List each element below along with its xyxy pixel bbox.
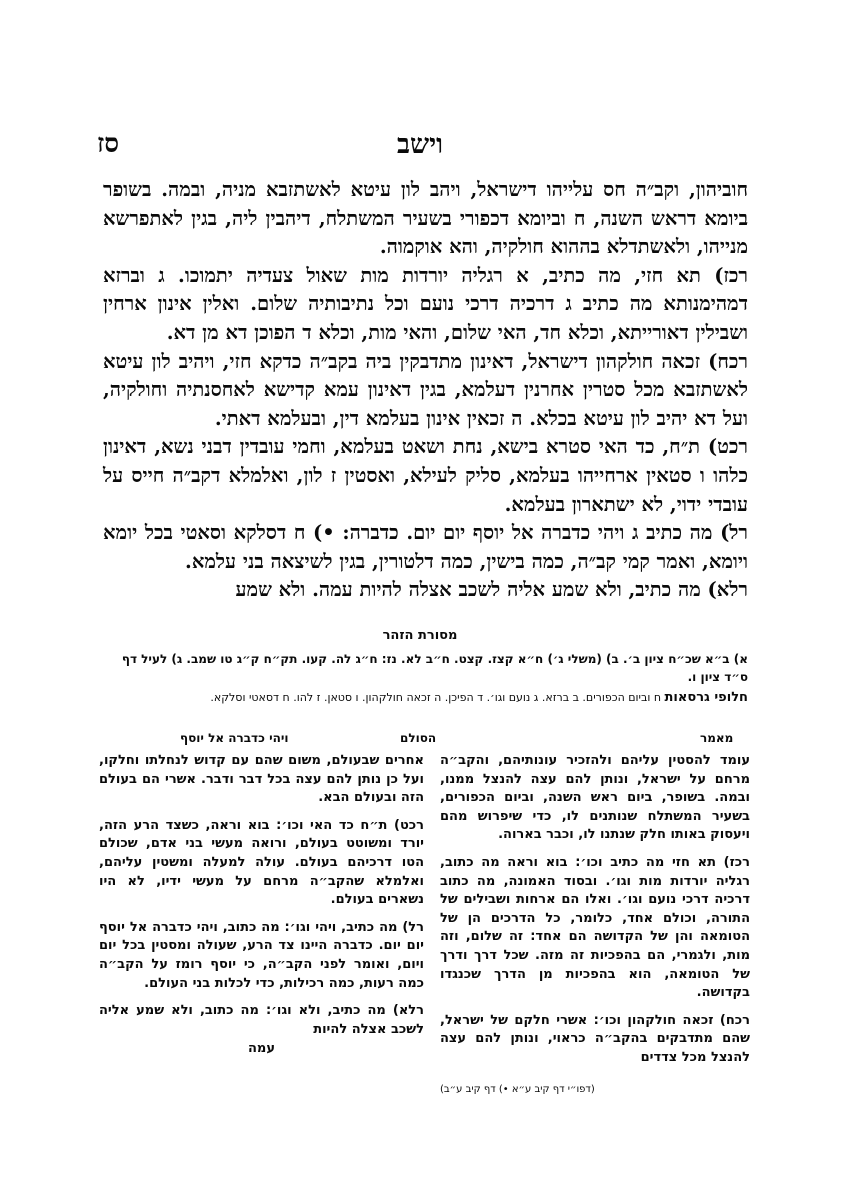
paragraph-230: רל) מה כתיב ג ויהי כדברה אל יוסף יום יום. כדברה: •) ח דסלקא וסאטי בכל יומא ויומא, ואמר קמי קב״ה, כמה בישין, כמה דלטורין, בגין לשיצאה בני עלמא. xyxy=(103,521,748,573)
zohar-main-text xyxy=(103,176,748,605)
paragraph-228: רכח) זכאה חולקהון דישראל, דאינון מתדבקין ביה בקב״ה כדקא חזי, ויהיב לון עיטא לאשתזבא מכל סטרין אחרנין דעלמא, בגין דאינון עמא קדישא לאחסנתיה וחולקיה, ועל דא יהיב לון עיטא בכלא. ה זכאין אינון בעלמא דין, ובעלמא דאתי. xyxy=(103,349,748,430)
paragraph: חוביהון, וקב״ה חס עלייהו דישראל, ויהב לון עיטא לאשתזבא מניה, ובמה. בשופר ביומא דראש השנה, ח וביומא דכפורי בשעיר המשתלח, דיהבין ליה, בגין לאתפרשא מנייהו, ולאשתדלא בההוא חולקיה, והא אוקמוה. xyxy=(103,178,748,259)
masoret-title: מסורת הזהר xyxy=(382,628,458,643)
commentary-last-word: עמה xyxy=(248,1041,275,1057)
commentary-header-left: ויהי כדברה אל יוסף xyxy=(180,731,289,745)
page-number: סז xyxy=(97,129,120,159)
commentary-paragraph: רכח) זכאה חולקהון וכו׳: אשרי חלקם של ישראל, שהם מתדבקים בהקב״ה כראוי, ונותן להם עצה להנצל מכל צדדים xyxy=(440,1012,750,1065)
print-page-reference: (דפו״י דף קיב ע״א •) דף קיב ע״ב) xyxy=(440,1084,595,1095)
commentary-header-center: הסולם xyxy=(400,731,437,745)
commentary-paragraph: רכז) תא חזי מה כתיב וכו׳: בוא וראה מה כתוב, רגליה יורדות מות וגו׳. ובסוד האמונה, מה כתוב דרכיה דרכי נועם וגו׳. ואלו הם ארחות ושבילים של התורה, וכולם אחד, כלומר, כל הדרכים הן של הטומאה והן של הקדושה הם אחד: זה שלום, וזה מות, ולגמרי, הם בהפכיות זה מזה. שכל דרך ודרך של הטומאה, הוא בהפכיות מן הדרך שכנגדו בקדושה. xyxy=(440,854,750,1001)
commentary-paragraph: רכט) ת״ח כד האי וכו׳: בוא וראה, כשצד הרע הזה, יורד ומשוטט בעולם, ורואה מעשי בני אדם, שכולם הטו דרכיהם בעולם. עולה למעלה ומשטין עליהם, ואלמלא שהקב״ה מרחם על מעשי ידיו, לא היו נשארים בעולם. xyxy=(99,817,424,908)
commentary-header-right: מאמר xyxy=(700,731,734,745)
paragraph-231: רלא) מה כתיב, ולא שמע אליה לשכב אצלה להיות עמה. ולא שמע xyxy=(235,578,748,602)
paragraph-227: רכז) תא חזי, מה כתיב, א רגליה יורדות מות שאול צעדיה יתמוכו. ג וברזא דמהימנותא מה כתיב ג דרכיה דרכי נועם וכל נתיבותיה שלום. ואלין אינון ארחין ושבילין דאורייתא, וכלא חד, האי שלום, והאי מות, וכלא ד הפוכן דא מן דא. xyxy=(103,263,748,344)
variant-readings-text: ח וביום הכפורים. ב ברזא. ג נועם וגו׳. ד הפיכן. ה זכאה חולקהון. ו סטאן. ז להו. ח דסאטי וסלקא. xyxy=(210,691,662,704)
commentary-paragraph: רלא) מה כתיב, ולא וגו׳: מה כתוב, ולא שמע אליה לשכב אצלה להיות xyxy=(99,1003,424,1037)
variant-readings xyxy=(100,690,748,706)
commentary-left-column xyxy=(99,752,424,1056)
commentary-paragraph: רל) מה כתיב, ויהי וגו׳: מה כתוב, ויהי כדברה אל יוסף יום יום. כדברה היינו צד הרע, שעולה ומסטין בכל יום ויום, ואומר לפני הקב״ה, כי יוסף רומז על הקב״ה כמה רעות, כמה רכילות, כדי לכלות בני העולם. xyxy=(99,919,424,991)
commentary-paragraph: עומד להסטין עליהם ולהזכיר עונותיהם, והקב״ה מרחם על ישראל, ונותן להם עצה להנצל ממנו, ובמה. בשופר, ביום ראש השנה, וביום הכפורים, בשעיר המשתלח שנותנים לו, כדי שיפרוש מהם ויעסוק באותו חלק שנתנו לו, וכבר בארוה. xyxy=(440,753,750,843)
paragraph-229: רכט) ת״ח, כד האי סטרא בישא, נחת ושאט בעלמא, וחמי עובדין דבני נשא, דאינון כלהו ו סטאין ארחייהו בעלמא, סליק לעילא, ואסטין ז לון, ואלמלא דקב״ה חייס על עובדי ידוי, לא ישתארון בעלמא. xyxy=(103,435,748,516)
variant-readings-label: חלופי גרסאות xyxy=(664,690,748,705)
commentary-right-column xyxy=(440,752,750,1077)
commentary-paragraph: אחרים שבעולם, משום שהם עם קדוש לנחלתו וחלקו, ועל כן נותן להם עצה בכל דבר ודבר. אשרי הם בעולם הזה ובעולם הבא. xyxy=(99,753,424,806)
masoret-references: א) ב״א שכ״ח ציון ב׳. ב) (משלי ג׳) ח״א קצז. קצט. ח״ב לא. נז: ח״ג לה. קעו. תק״ח ק״ג טו שמב. ג) לעיל דף ס״ד ציון ו. xyxy=(121,652,748,684)
running-title: וישב xyxy=(396,129,444,160)
